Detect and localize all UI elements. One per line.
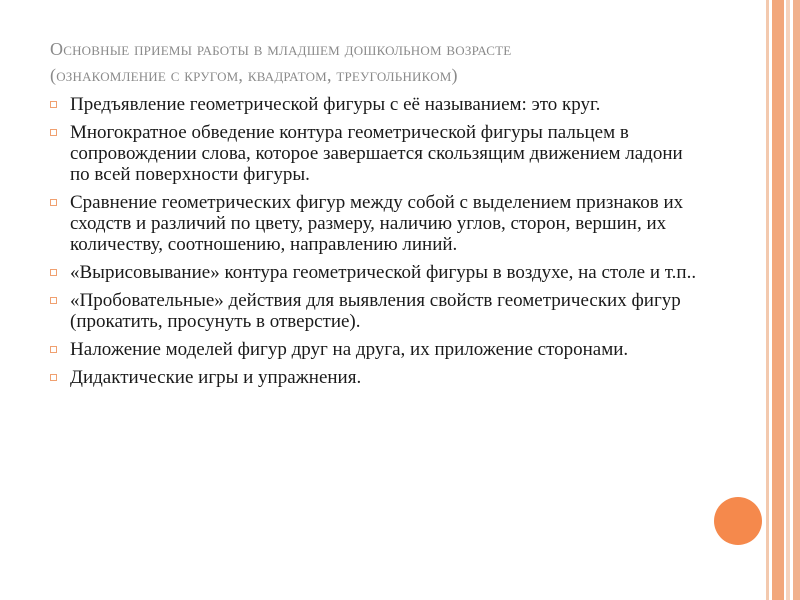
list-item-text: Предъявление геометрической фигуры с её называнием: это круг.: [70, 94, 601, 115]
square-bullet-icon: [50, 101, 57, 108]
decorative-stripes: [766, 0, 800, 600]
list-item-text: Наложение моделей фигур друг на друга, их приложение сторонами.: [70, 339, 629, 360]
square-bullet-icon: [50, 199, 57, 206]
stripe: [766, 0, 769, 600]
list-item: [50, 122, 700, 185]
list-item: [50, 290, 700, 332]
list-item-text: Дидактические игры и упражнения.: [70, 367, 362, 388]
list-item-text: Сравнение геометрических фигур между собой с выделением признаков их сходств и различий по цвету, размеру, наличию углов, сторон, вершин, их количеству, соотношению, направлению линий.: [70, 192, 684, 255]
list-item: [50, 94, 700, 115]
list-item: [50, 339, 700, 360]
square-bullet-icon: [50, 297, 57, 304]
stripe: [793, 0, 800, 600]
list-item-text: «Вырисовывание» контура геометрической фигуры в воздухе, на столе и т.п..: [70, 262, 697, 283]
title-line-1: Основные приемы работы в младшем дошкольном возрасте: [50, 39, 512, 59]
slide-title: [50, 36, 740, 88]
bullet-list: [50, 94, 700, 395]
list-item: [50, 192, 700, 255]
list-item: [50, 367, 700, 388]
list-item-text: «Пробовательные» действия для выявления свойств геометрических фигур (прокатить, просунуть в отверстие).: [70, 290, 681, 332]
orange-circle-decoration: [714, 497, 762, 545]
title-line-2: (ознакомление с кругом, квадратом, треугольником): [50, 65, 458, 85]
list-item-text: Многократное обведение контура геометрической фигуры пальцем в сопровождении слова, которое завершается скользящим движением ладони по всей поверхности фигуры.: [70, 122, 683, 185]
list-item: [50, 262, 700, 283]
square-bullet-icon: [50, 129, 57, 136]
stripe: [772, 0, 784, 600]
square-bullet-icon: [50, 346, 57, 353]
stripe: [786, 0, 790, 600]
square-bullet-icon: [50, 269, 57, 276]
square-bullet-icon: [50, 374, 57, 381]
